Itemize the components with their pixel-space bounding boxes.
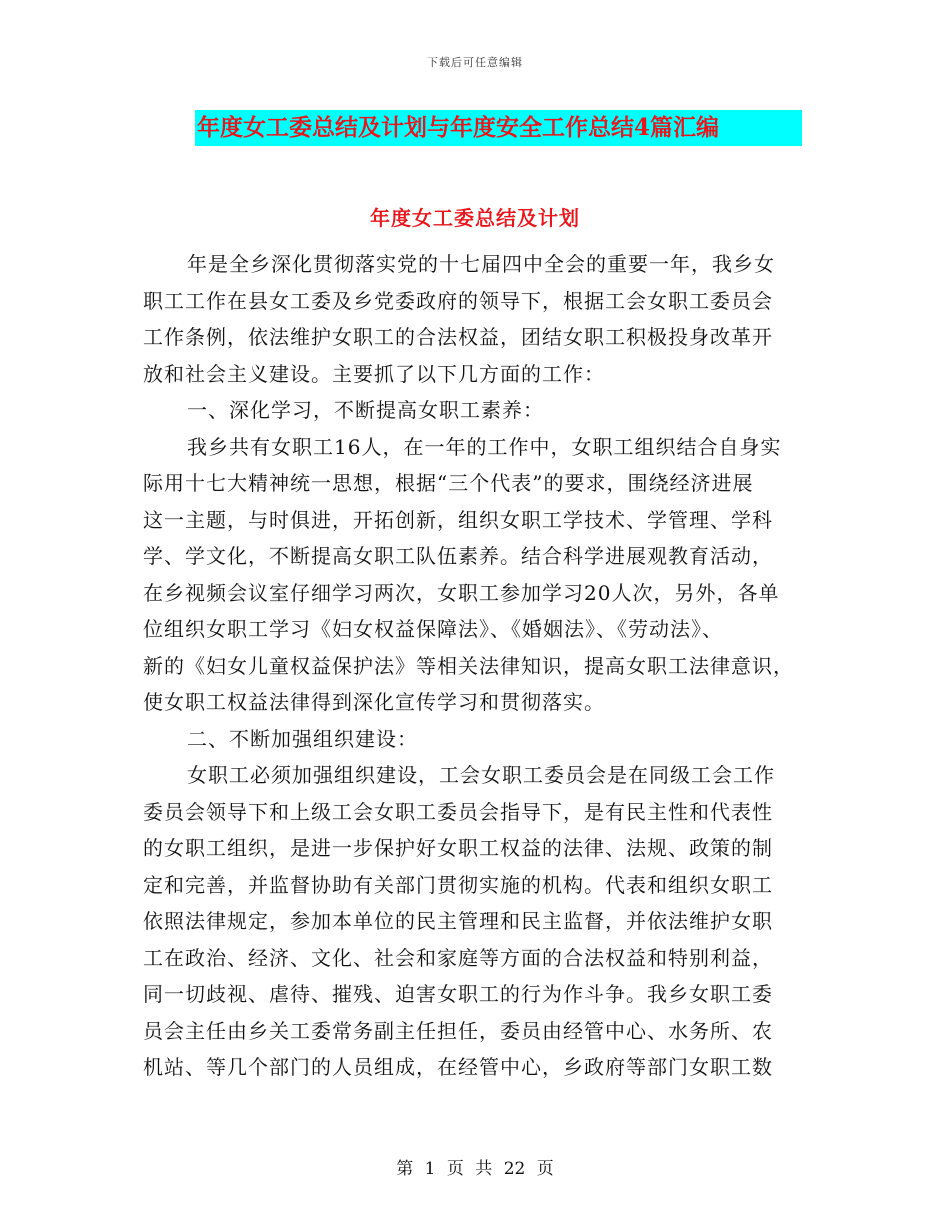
body-line: 一、深化学习，不断提高女职工素养：: [187, 398, 544, 422]
body-line: 女职工必须加强组织建设，工会女职工委员会是在同级工会工作: [187, 763, 775, 787]
body-line: 这一主题，与时俱进，开拓创新，组织女职工学技术、学管理、学科: [143, 507, 773, 532]
main-title-highlight: [195, 110, 802, 146]
page-footer: 第 1 页 共 22 页: [396, 1159, 554, 1179]
body-line: 学、学文化，不断提高女职工队伍素养。结合科学进展观教育活动，: [143, 544, 773, 568]
body-line: 依照法律规定，参加本单位的民主管理和民主监督，并依法维护女职: [143, 909, 773, 933]
page-header-note: 下载后可任意编辑: [427, 56, 523, 69]
body-line: 二、不断加强组织建设：: [187, 726, 418, 751]
body-text: [143, 246, 808, 1086]
body-line: 年是全乡深化贯彻落实党的十七届四中全会的重要一年，我乡女: [187, 252, 775, 276]
body-line: 放和社会主义建设。主要抓了以下几方面的工作：: [143, 361, 605, 386]
body-line: 在乡视频会议室仔细学习两次，女职工参加学习20人次，另外，各单: [143, 580, 780, 605]
body-line: 际用十七大精神统一思想，根据“三个代表”的要求，围绕经济进展: [143, 471, 754, 495]
body-line: 使女职工权益法律得到深化宣传学习和贯彻落实。: [143, 690, 605, 714]
section-title: 年度女工委总结及计划: [370, 206, 580, 230]
body-line: 位组织女职工学习《妇女权益保障法》、《婚姻法》、《劳动法》、: [143, 617, 723, 641]
body-line: 工作条例，依法维护女职工的合法权益，团结女职工积极投身改革开: [143, 325, 773, 349]
body-line: 委员会领导下和上级工会女职工委员会指导下，是有民主性和代表性: [143, 799, 773, 824]
body-line: 员会主任由乡关工委常务副主任担任，委员由经管中心、水务所、农: [143, 1018, 773, 1043]
body-line: 工在政治、经济、文化、社会和家庭等方面的合法权益和特别利益，: [143, 945, 773, 970]
body-line: 职工工作在县女工委及乡党委政府的领导下，根据工会女职工委员会: [143, 288, 773, 313]
body-line: 同一切歧视、虐待、摧残、迫害女职工的行为作斗争。我乡女职工委: [143, 982, 773, 1006]
document-title: 年度女工委总结及计划与年度安全工作总结4篇汇编: [197, 114, 720, 141]
body-line: 的女职工组织，是进一步保护好女职工权益的法律、法规、政策的制: [143, 836, 773, 860]
body-line: 新的《妇女儿童权益保护法》等相关法律知识，提高女职工法律意识，: [143, 653, 794, 678]
body-line: 机站、等几个部门的人员组成，在经管中心，乡政府等部门女职工数: [143, 1055, 773, 1079]
body-line: 定和完善，并监督协助有关部门贯彻实施的机构。代表和组织女职工: [143, 872, 773, 897]
body-line: 我乡共有女职工16人，在一年的工作中，女职工组织结合自身实: [187, 434, 782, 459]
